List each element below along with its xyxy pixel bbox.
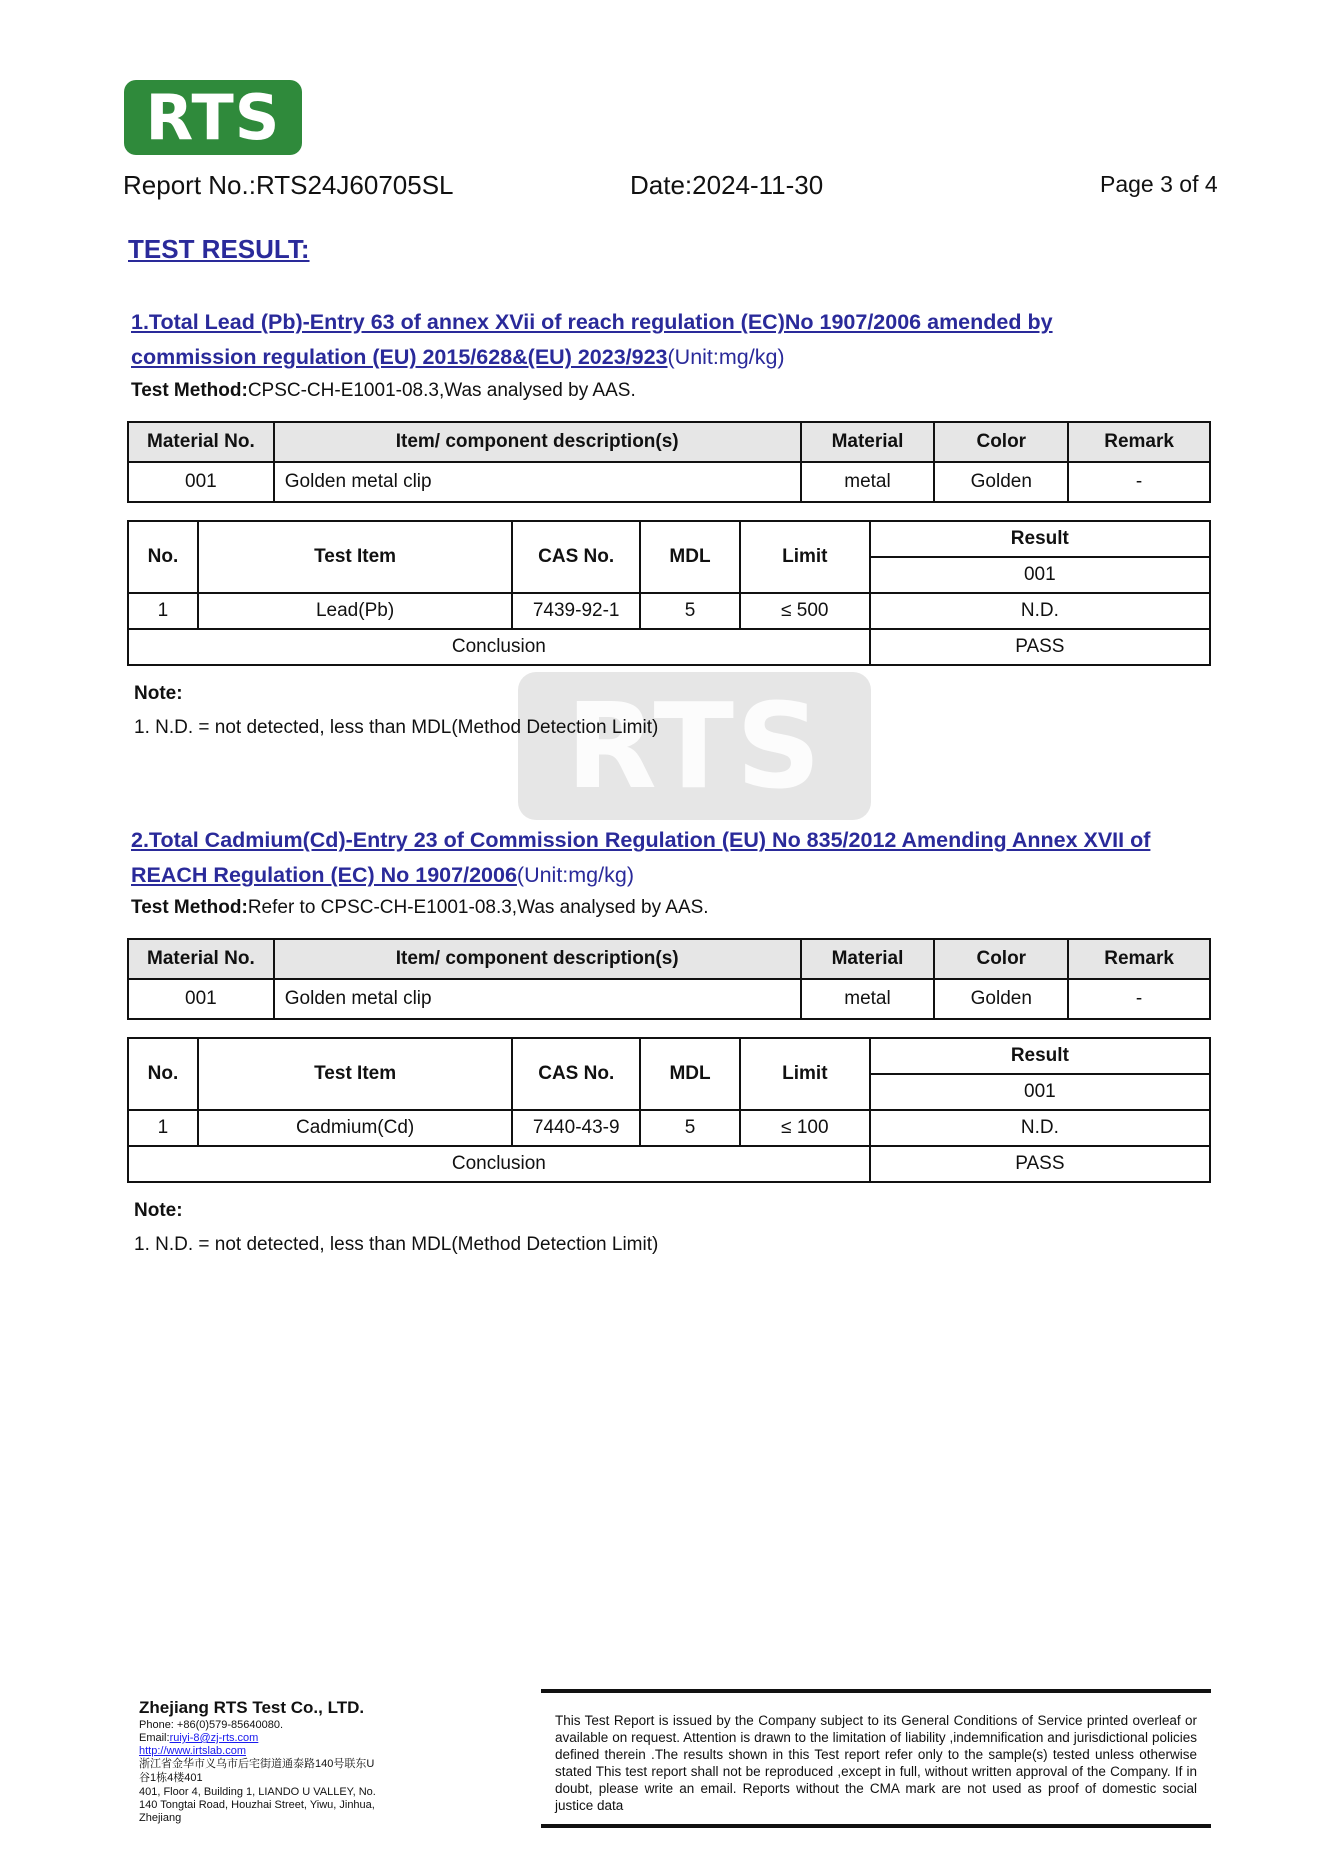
section-1-test-method [131,380,636,402]
logo-text: RTS [145,81,281,154]
header-sample-no: 001 [870,1074,1210,1110]
header-material: Material [801,422,935,462]
table-header-row [128,422,1210,462]
page-title: TEST RESULT: [128,234,310,264]
section-2-unit: (Unit:mg/kg) [516,863,634,887]
cell-test-item: Cadmium(Cd) [198,1110,512,1146]
cell-mdl: 5 [640,593,740,629]
cell-remark: - [1068,462,1210,502]
table-row [128,979,1210,1019]
header-cas-no: CAS No. [512,521,640,593]
section-2-heading [131,823,1211,893]
header-limit: Limit [740,1038,870,1110]
section-2-result-table [127,1037,1211,1183]
header-material-no: Material No. [128,422,274,462]
test-method-label: Test Method: [131,380,248,401]
header-sample-no: 001 [870,557,1210,593]
section-1-unit: (Unit:mg/kg) [667,345,785,369]
header-no: No. [128,521,198,593]
footer-address-en-3: Zhejiang [139,1812,182,1824]
conclusion-value: PASS [870,629,1210,665]
cell-description: Golden metal clip [274,462,801,502]
section-1-heading [131,305,1211,375]
header-test-item: Test Item [198,1038,512,1110]
section-2-test-method [131,897,709,919]
conclusion-label: Conclusion [128,629,870,665]
cell-limit: ≤ 100 [740,1110,870,1146]
header-color: Color [934,422,1068,462]
cell-material-no: 001 [128,979,274,1019]
header-description: Item/ component description(s) [274,422,801,462]
header-limit: Limit [740,521,870,593]
cell-no: 1 [128,593,198,629]
test-method-text: Refer to CPSC-CH-E1001-08.3,Was analysed by AAS. [247,897,709,918]
section-2-note-text: 1. N.D. = not detected, less than MDL(Method Detection Limit) [134,1234,659,1255]
footer-top-rule [541,1689,1211,1693]
footer-email-label: Email: [139,1732,170,1744]
cell-test-item: Lead(Pb) [198,593,512,629]
rts-logo [124,80,302,155]
cell-mdl: 5 [640,1110,740,1146]
table-header-row [128,1038,1210,1074]
footer-address-en-2: 140 Tongtai Road, Houzhai Street, Yiwu, Jinhua, [139,1799,375,1811]
header-mdl: MDL [640,521,740,593]
section-1-note-heading: Note: [134,683,183,704]
section-2-note-heading: Note: [134,1200,183,1221]
cell-material: metal [801,979,935,1019]
section-2-material-table [127,938,1211,1020]
header-test-item: Test Item [198,521,512,593]
table-header-row [128,521,1210,557]
cell-no: 1 [128,1110,198,1146]
table-row [128,1110,1210,1146]
header-remark: Remark [1068,939,1210,979]
section-1-heading-line2: commission regulation (EU) 2015/628&(EU) 2023/923 [131,345,668,369]
header-mdl: MDL [640,1038,740,1110]
header-cas-no: CAS No. [512,1038,640,1110]
table-header-row [128,939,1210,979]
cell-remark: - [1068,979,1210,1019]
conclusion-label: Conclusion [128,1146,870,1182]
footer-email [139,1732,258,1745]
header-material: Material [801,939,935,979]
footer-email-link[interactable]: ruiyi-8@zj-rts.com [169,1732,259,1744]
cell-limit: ≤ 500 [740,593,870,629]
cell-color: Golden [934,979,1068,1019]
test-method-text: CPSC-CH-E1001-08.3,Was analysed by AAS. [247,380,636,401]
header-description: Item/ component description(s) [274,939,801,979]
section-1-material-table [127,421,1211,503]
footer-website-link[interactable]: http://www.irtslab.com [139,1745,246,1757]
table-row [128,593,1210,629]
cell-description: Golden metal clip [274,979,801,1019]
conclusion-value: PASS [870,1146,1210,1182]
rts-watermark: RTS [518,672,871,820]
header-result: Result [870,521,1210,557]
header-color: Color [934,939,1068,979]
footer-address-cn-2: 谷1栋4楼401 [139,1772,203,1784]
footer-bottom-rule [541,1824,1211,1828]
conclusion-row [128,1146,1210,1182]
header-result: Result [870,1038,1210,1074]
test-method-label: Test Method: [131,897,248,918]
report-number: Report No.:RTS24J60705SL [123,170,454,200]
footer-address-cn-1: 浙江省金华市义乌市后宅街道通泰路140号联东U [139,1758,375,1770]
report-date: Date:2024-11-30 [630,170,824,200]
conclusion-row [128,629,1210,665]
section-1-note-text: 1. N.D. = not detected, less than MDL(Method Detection Limit) [134,717,659,738]
cell-cas-no: 7440-43-9 [512,1110,640,1146]
section-2-heading-line2: REACH Regulation (EC) No 1907/2006 [131,863,517,887]
page-number: Page 3 of 4 [1100,171,1218,197]
cell-material-no: 001 [128,462,274,502]
table-row [128,462,1210,502]
footer-phone: Phone: +86(0)579-85640080. [139,1719,284,1731]
section-2-heading-line1: 2.Total Cadmium(Cd)-Entry 23 of Commission Regulation (EU) No 835/2012 Amending Annex XVII of [131,828,1151,852]
section-1-heading-line1: 1.Total Lead (Pb)-Entry 63 of annex XVii of reach regulation (EC)No 1907/2006 amended by [131,310,1053,334]
footer-address-en-1: 401, Floor 4, Building 1, LIANDO U VALLEY, No. [139,1786,376,1798]
cell-result: N.D. [870,593,1210,629]
cell-material: metal [801,462,935,502]
cell-cas-no: 7439-92-1 [512,593,640,629]
cell-color: Golden [934,462,1068,502]
header-material-no: Material No. [128,939,274,979]
footer-disclaimer: This Test Report is issued by the Company subject to its General Conditions of Service printed overleaf or available on request. Attention is drawn to the limitation of liability ,indemnification and jurisdictional policies defined therein .The results shown in this Test report refer only to the sample(s) tested unless otherwise stated This test report shall not be reproduced ,except in full, without written approval of the Company. If in doubt, please write an email. Reports without the CMA mark are not used as proof of domestic social justice data [555,1713,1197,1813]
header-no: No. [128,1038,198,1110]
cell-result: N.D. [870,1110,1210,1146]
section-1-result-table [127,520,1211,666]
header-remark: Remark [1068,422,1210,462]
footer-company: Zhejiang RTS Test Co., LTD. [139,1698,365,1717]
